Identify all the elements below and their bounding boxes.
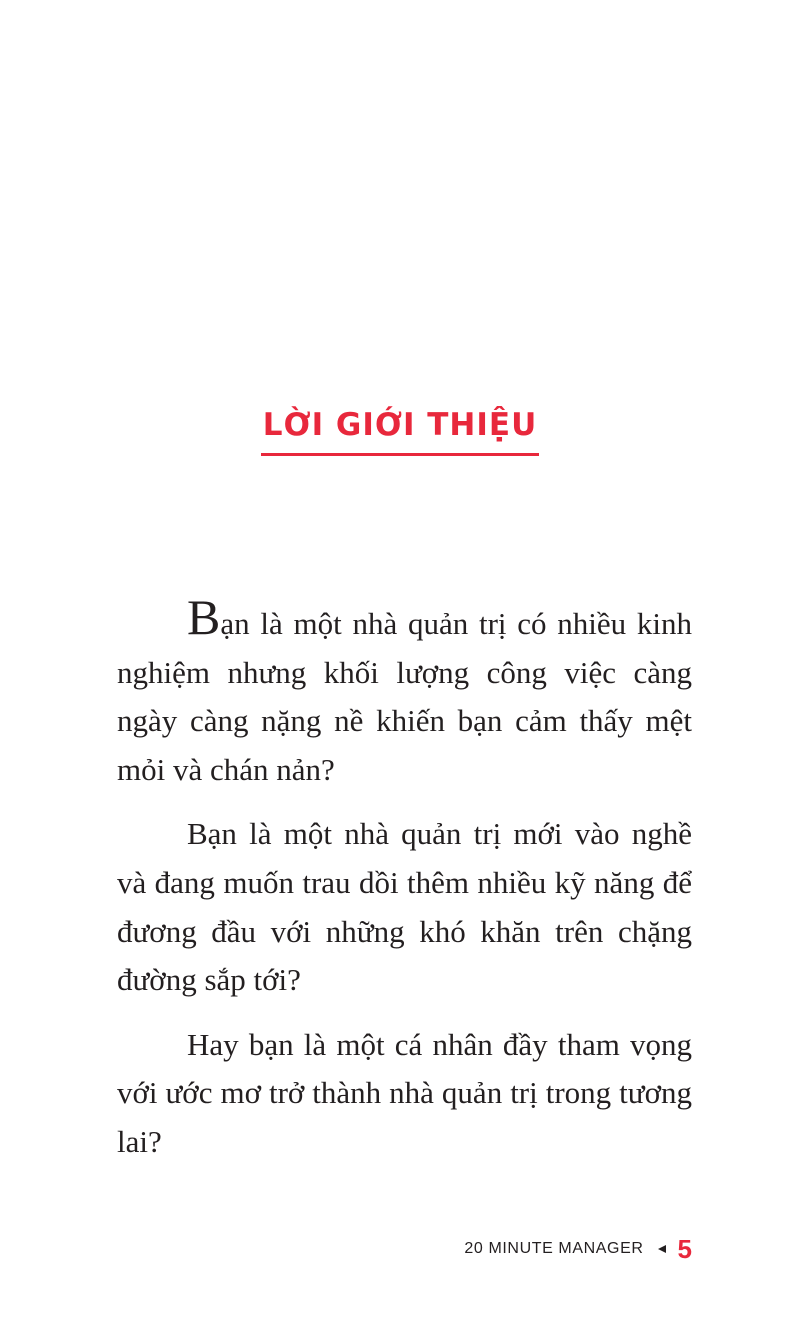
paragraph-1-text: ạn là một nhà quản trị có nhiều kinh nghiệm nhưng khối lượng công việc càng ngày càng nặng nề khiến bạn cảm thấy mệt mỏi và chán nản? bbox=[117, 606, 692, 787]
paragraph-3: Hay bạn là một cá nhân đầy tham vọng với ước mơ trở thành nhà quản trị trong tương lai? bbox=[117, 1026, 692, 1159]
drop-cap: B bbox=[187, 589, 221, 645]
page-footer bbox=[464, 1232, 692, 1266]
paragraph-1 bbox=[117, 589, 692, 794]
heading-container bbox=[0, 405, 800, 456]
body-text bbox=[117, 589, 692, 1167]
paragraph-2: Bạn là một nhà quản trị mới vào nghề và đang muốn trau dồi thêm nhiều kỹ năng để đương đầu với những khó khăn trên chặng đường sắp tới? bbox=[117, 816, 692, 998]
chapter-heading: LỜI GIỚI THIỆU bbox=[261, 405, 540, 456]
left-triangle-icon bbox=[658, 1245, 666, 1253]
running-footer-title: 20 MINUTE MANAGER bbox=[464, 1240, 644, 1257]
page-number: 5 bbox=[677, 1233, 692, 1264]
